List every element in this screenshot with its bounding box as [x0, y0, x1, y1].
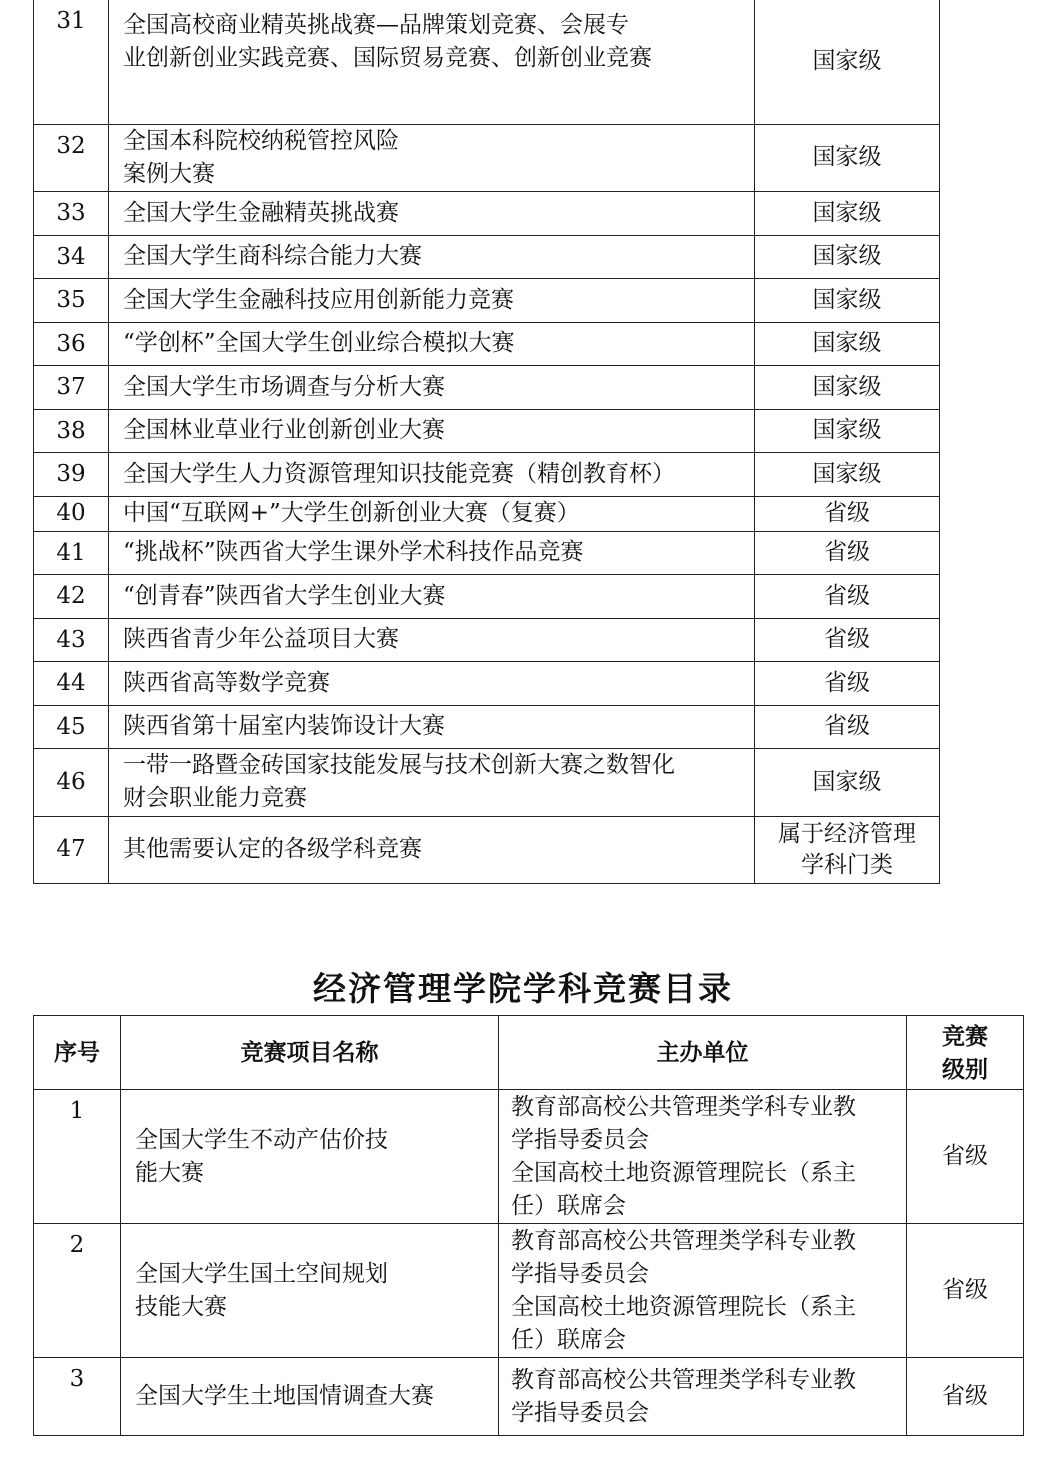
competition-name: 全国大学生金融精英挑战赛 [109, 191, 755, 235]
competition-level: 省级 [755, 705, 940, 748]
row-number: 1 [34, 1090, 121, 1224]
competition-name: 中国“互联网+”大学生创新创业大赛（复赛） [109, 496, 755, 531]
competition-level: 省级 [755, 496, 940, 531]
competition-level: 国家级 [755, 452, 940, 496]
competition-level: 国家级 [755, 235, 940, 278]
row-number: 3 [34, 1358, 121, 1436]
competition-level: 国家级 [755, 191, 940, 235]
row-number: 44 [34, 661, 109, 705]
table-row [34, 322, 940, 365]
competition-level: 省级 [755, 661, 940, 705]
competition-name: 陕西省高等数学竞赛 [109, 661, 755, 705]
row-number: 39 [34, 452, 109, 496]
competition-level: 省级 [755, 531, 940, 574]
header-organizer: 主办单位 [499, 1016, 907, 1090]
competition-level: 国家级 [755, 278, 940, 322]
organizer: 教育部高校公共管理类学科专业教 学指导委员会 全国高校土地资源管理院长（系主 任）联席会 [499, 1224, 907, 1358]
row-number: 37 [34, 365, 109, 409]
competition-level: 属于经济管理 学科门类 [755, 816, 940, 883]
competition-level: 国家级 [755, 365, 940, 409]
competition-name: 陕西省第十届室内装饰设计大赛 [109, 705, 755, 748]
table-row [34, 235, 940, 278]
row-number: 35 [34, 278, 109, 322]
row-number: 34 [34, 235, 109, 278]
competition-list-table-continued [33, 0, 940, 884]
row-number: 36 [34, 322, 109, 365]
page-title: 经济管理学院学科竞赛目录 [313, 969, 733, 1008]
row-number: 42 [34, 574, 109, 618]
table-row [34, 452, 940, 496]
table-row [34, 496, 940, 531]
row-number: 2 [34, 1224, 121, 1358]
table-row [34, 618, 940, 661]
competition-level: 国家级 [755, 124, 940, 191]
row-number: 45 [34, 705, 109, 748]
header-level: 竞赛 级别 [907, 1016, 1024, 1090]
competition-level: 国家级 [755, 748, 940, 816]
competition-name: 全国大学生金融科技应用创新能力竞赛 [109, 278, 755, 322]
row-number: 41 [34, 531, 109, 574]
table-row [34, 0, 940, 124]
competition-name: 全国大学生土地国情调查大赛 [121, 1358, 499, 1436]
row-number: 47 [34, 816, 109, 883]
competition-name: 全国大学生国土空间规划 技能大赛 [121, 1224, 499, 1358]
competition-name: 全国大学生人力资源管理知识技能竞赛（精创教育杯） [109, 452, 755, 496]
competition-name: “创青春”陕西省大学生创业大赛 [109, 574, 755, 618]
table-row [34, 1224, 1024, 1358]
catalog-table [33, 1015, 1024, 1436]
table-row [34, 574, 940, 618]
competition-name: 全国高校商业精英挑战赛—品牌策划竞赛、会展专 业创新创业实践竞赛、国际贸易竞赛、创新创业竞赛 [109, 0, 755, 124]
competition-level: 国家级 [755, 409, 940, 452]
table-row [34, 748, 940, 816]
table-row [34, 409, 940, 452]
row-number: 31 [34, 0, 109, 124]
table-row [34, 1358, 1024, 1436]
competition-level: 省级 [907, 1358, 1024, 1436]
organizer: 教育部高校公共管理类学科专业教 学指导委员会 [499, 1358, 907, 1436]
competition-name: 其他需要认定的各级学科竞赛 [109, 816, 755, 883]
competition-level: 省级 [755, 574, 940, 618]
table-row [34, 1090, 1024, 1224]
row-number: 46 [34, 748, 109, 816]
table-row [34, 705, 940, 748]
header-number: 序号 [34, 1016, 121, 1090]
table-row [34, 278, 940, 322]
table-row [34, 191, 940, 235]
competition-name: 全国大学生不动产估价技 能大赛 [121, 1090, 499, 1224]
competition-name: 陕西省青少年公益项目大赛 [109, 618, 755, 661]
organizer: 教育部高校公共管理类学科专业教 学指导委员会 全国高校土地资源管理院长（系主 任）联席会 [499, 1090, 907, 1224]
competition-level: 省级 [907, 1090, 1024, 1224]
table-row [34, 124, 940, 191]
competition-level: 省级 [907, 1224, 1024, 1358]
row-number: 33 [34, 191, 109, 235]
competition-name: “挑战杯”陕西省大学生课外学术科技作品竞赛 [109, 531, 755, 574]
row-number: 38 [34, 409, 109, 452]
competition-name: 一带一路暨金砖国家技能发展与技术创新大赛之数智化 财会职业能力竞赛 [109, 748, 755, 816]
competition-name: 全国大学生商科综合能力大赛 [109, 235, 755, 278]
competition-name: 全国大学生市场调查与分析大赛 [109, 365, 755, 409]
table-row [34, 661, 940, 705]
competition-name: 全国本科院校纳税管控风险 案例大赛 [109, 124, 755, 191]
competition-name: 全国林业草业行业创新创业大赛 [109, 409, 755, 452]
table-header-row [34, 1016, 1024, 1090]
table-row [34, 816, 940, 883]
competition-name: “学创杯”全国大学生创业综合模拟大赛 [109, 322, 755, 365]
competition-level: 国家级 [755, 0, 940, 124]
header-competition-name: 竞赛项目名称 [121, 1016, 499, 1090]
competition-level: 省级 [755, 618, 940, 661]
row-number: 32 [34, 124, 109, 191]
table-row [34, 365, 940, 409]
row-number: 40 [34, 496, 109, 531]
competition-level: 国家级 [755, 322, 940, 365]
table-row [34, 531, 940, 574]
row-number: 43 [34, 618, 109, 661]
